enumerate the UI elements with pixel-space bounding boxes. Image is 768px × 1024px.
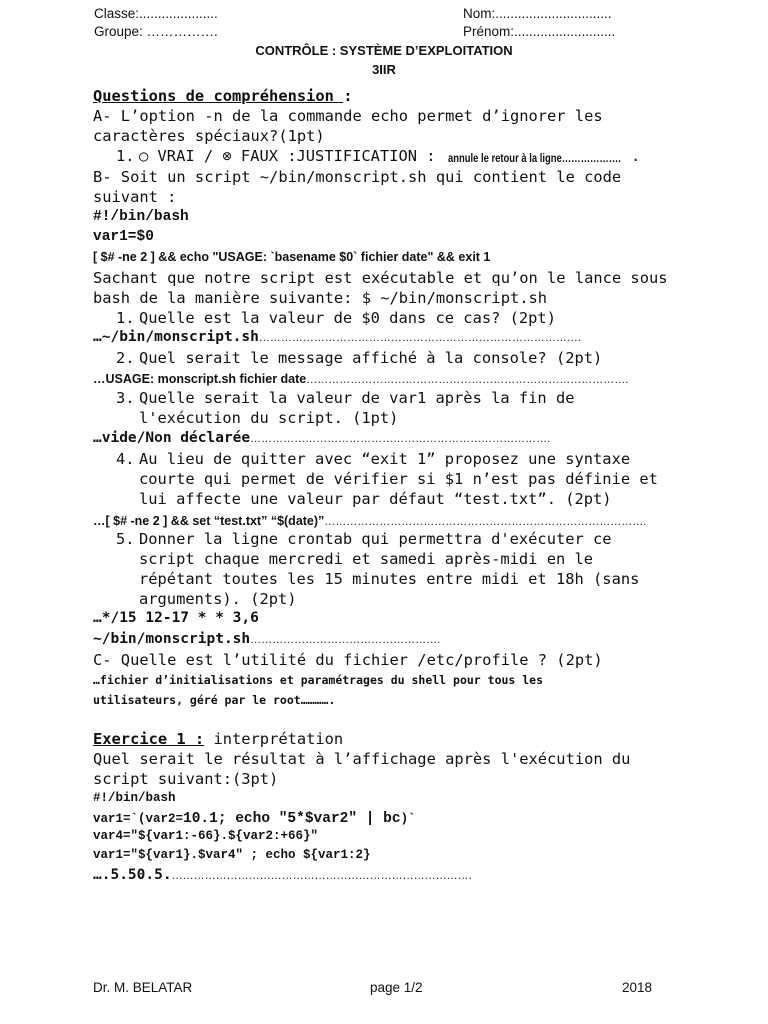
exercise-code-line2 <box>93 809 416 827</box>
question-5-line1: Donner la ligne crontab qui permettra d'exécuter ce <box>139 530 612 548</box>
exercise-code-shebang: #!/bin/bash <box>93 791 176 805</box>
question-a-end: . <box>631 147 641 165</box>
question-5-answer-line1: …*/15 12-17 * * 3,6 <box>93 610 259 626</box>
question-1-answer-dots: ……………………………………………………………………………. <box>258 332 581 344</box>
question-3-line2: l'exécution du script. (1pt) <box>139 409 399 427</box>
question-3-answer <box>93 429 550 447</box>
question-a-answer-text: annule le retour à la ligne………………. <box>448 153 621 165</box>
question-2-number: 2. <box>116 349 135 367</box>
question-4-answer <box>93 512 646 530</box>
question-2-answer-text: …USAGE: monscript.sh fichier date <box>93 372 307 386</box>
context-line1: Sachant que notre script est exécutable et qu’on le lance sous <box>93 269 668 287</box>
question-4-answer-text: …[ $# -ne 2 ] && set “test.txt” “$(date)” <box>93 514 325 528</box>
question-2-answer-dots: ……………………………………………………………………………. <box>306 374 629 386</box>
footer-year: 2018 <box>622 980 653 995</box>
question-1-number: 1. <box>116 309 135 327</box>
question-5-line4: arguments). (2pt) <box>139 590 297 608</box>
footer-page-number: page 1/2 <box>370 980 423 995</box>
code-test-line: [ $# -ne 2 ] && echo "USAGE: `basename $0` fichier date" && exit 1 <box>93 250 491 264</box>
question-c-answer-line1: …fichier d’initialisations et paramétrages du shell pour tous les <box>93 673 544 687</box>
exercise-heading-text: Exercice 1 : <box>93 730 205 748</box>
exercise-line1: Quel serait le résultat à l’affichage après l'exécution du <box>93 750 631 768</box>
question-3-line1: Quelle serait la valeur de var1 après la fin de <box>139 389 575 407</box>
question-4-line1: Au lieu de quitter avec “exit 1” proposez une syntaxe <box>139 450 631 468</box>
nom-field: Nom:............................... <box>463 6 612 21</box>
question-1-answer-text: …~/bin/monscript.sh <box>93 329 259 345</box>
question-3-number: 3. <box>116 389 135 407</box>
exercise-code-line4: var1="${var1}.$var4" ; echo ${var1:2} <box>93 848 371 862</box>
exercise-answer <box>93 866 472 884</box>
section-heading <box>93 86 352 106</box>
question-a-item-number: 1. <box>116 147 135 165</box>
question-c-text: C- Quelle est l’utilité du fichier /etc/profile ? (2pt) <box>93 651 603 669</box>
question-3-answer-dots: ………………………………………………………………………. <box>250 433 551 445</box>
exercise-heading <box>93 729 343 749</box>
question-a-line2: caractères spéciaux?(1pt) <box>93 127 325 145</box>
exercise-answer-dots: ………………………………………………………………………. <box>171 870 472 882</box>
question-2-text: Quel serait le message affiché à la console? (2pt) <box>139 349 603 367</box>
question-1-text: Quelle est la valeur de $0 dans ce cas? (2pt) <box>139 309 556 327</box>
question-5-line3: répétant toutes les 15 minutes entre midi et 18h (sans <box>139 570 640 588</box>
question-2-answer <box>93 370 628 388</box>
question-c-answer-line2: utilisateurs, géré par le root…………. <box>93 693 336 707</box>
question-4-answer-dots: ……………………………………………………………………………. <box>324 516 647 528</box>
question-5-line2: script chaque mercredi et samedi après-midi en le <box>139 550 594 568</box>
question-4-line3: lui affecte une valeur par défaut “test.txt”. (2pt) <box>139 490 612 508</box>
section-heading-colon: : <box>343 87 353 105</box>
exercise-line2: script suivant:(3pt) <box>93 770 279 788</box>
question-5-answer-line2 <box>93 630 440 648</box>
footer-author: Dr. M. BELATAR <box>93 980 193 995</box>
exercise-heading-rest: interprétation <box>204 730 344 748</box>
code-shebang: #!/bin/bash <box>93 209 189 225</box>
question-b-line1: B- Soit un script ~/bin/monscript.sh qui contient le code <box>93 168 622 186</box>
exercise-code-line2-b: 10.1; echo "5*$var2" | bc <box>183 811 401 827</box>
exam-title: CONTRÔLE : SYSTÈME D’EXPLOITATION <box>255 43 513 58</box>
question-4-line2: courte qui permet de vérifier si $1 n’est pas définie et <box>139 470 658 488</box>
question-b-line2: suivant : <box>93 188 177 206</box>
question-5-number: 5. <box>116 530 135 548</box>
question-4-number: 4. <box>116 450 135 468</box>
groupe-field: Groupe: ……………. <box>94 24 218 39</box>
exercise-answer-text: ….5.50.5. <box>93 867 172 883</box>
question-a-answer <box>448 149 659 167</box>
classe-field: Classe:..................... <box>94 6 218 21</box>
code-var1: var1=$0 <box>93 229 154 245</box>
question-3-answer-text: …vide/Non déclarée <box>93 430 251 446</box>
prenom-field: Prénom:........................... <box>463 24 616 39</box>
context-line2: bash de la manière suivante: $ ~/bin/monscript.sh <box>93 289 548 307</box>
exam-subtitle: 3IIR <box>372 62 396 77</box>
question-5-answer-text: ~/bin/monscript.sh <box>93 631 251 647</box>
exercise-code-line2-a: var1=`(var2= <box>93 812 184 826</box>
exercise-code-line3: var4="${var1:-66}.${var2:+66}" <box>93 829 319 843</box>
question-1-answer <box>93 328 581 346</box>
exercise-code-line2-c: )` <box>400 812 416 826</box>
question-a-item-text: ○ VRAI / ⊗ FAUX :JUSTIFICATION : <box>139 147 436 165</box>
question-a-line1: A- L’option -n de la commande echo permet d’ignorer les <box>93 107 603 125</box>
question-5-answer-dots: ……………………………………………. <box>250 634 441 646</box>
section-heading-text: Questions de compréhension <box>93 87 344 105</box>
